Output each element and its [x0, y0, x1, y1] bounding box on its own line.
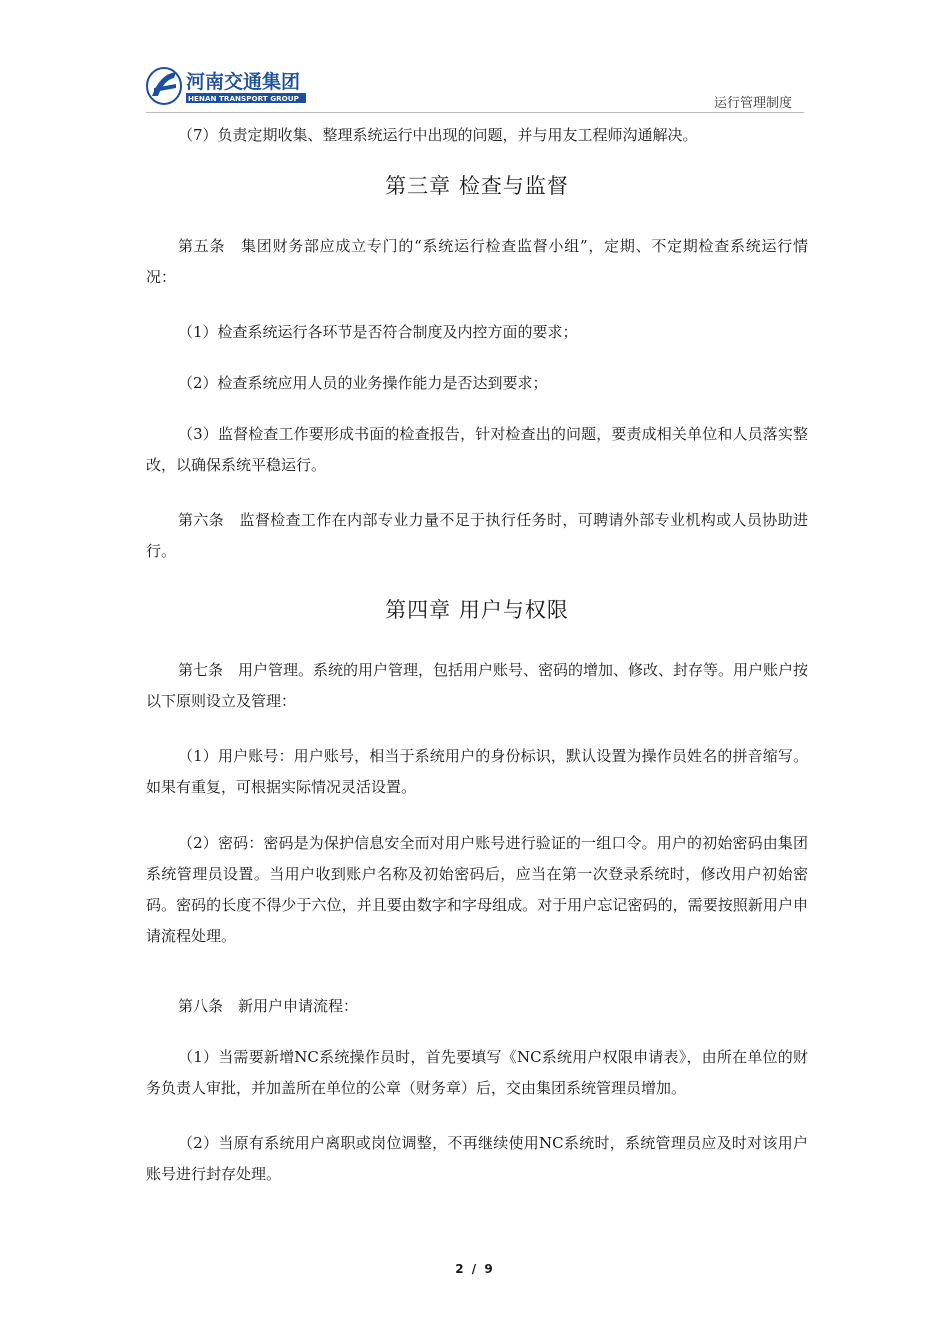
article-6: 第六条 监督检查工作在内部专业力量不足于执行任务时，可聘请外部专业机构或人员协助进行。 — [146, 511, 808, 560]
document-title: 运行管理制度 — [713, 96, 792, 111]
paragraph: （7）负责定期收集、整理系统运行中出现的问题，并与用友工程师沟通解决。 — [178, 126, 698, 144]
article-5-item-1: （1）检查系统运行各环节是否符合制度及内控方面的要求； — [178, 323, 578, 341]
article-7: 第七条 用户管理。系统的用户管理，包括用户账号、密码的增加、修改、封存等。用户账户按以下原则设立及管理： — [146, 661, 809, 710]
article-5: 第五条 集团财务部应成立专门的“系统运行检查监督小组”，定期、不定期检查系统运行情况： — [146, 237, 808, 286]
article-7-item-1: （1）用户账号：用户账号，相当于系统用户的身份标识，默认设置为操作员姓名的拼音缩写。如果有重复，可根据实际情况灵活设置。 — [146, 747, 808, 796]
article-5-item-3: （3）监督检查工作要形成书面的检查报告，针对检查出的问题，要责成相关单位和人员落实整改，以确保系统平稳运行。 — [146, 425, 808, 474]
logo-text-cn: 河南交通集团 — [186, 71, 301, 93]
article-7-item-2: （2）密码：密码是为保护信息安全而对用户账号进行验证的一组口令。用户的初始密码由集团系统管理员设置。当用户收到账户名称及初始密码后，应当在第一次登录系统时，修改用户初始密码。密码的长度不得少于六位，并且要由数字和字母组成。对于用户忘记密码的，需要按照新用户申请流程处理。 — [146, 834, 808, 945]
logo-text-en: HENAN TRANSPORT GROUP — [188, 94, 299, 103]
chapter-heading: 第四章 用户与权限 — [385, 598, 569, 622]
article-8-item-1: （1）当需要新增NC系统操作员时，首先要填写《NC系统用户权限申请表》，由所在单位的财务负责人审批，并加盖所在单位的公章（财务章）后，交由集团系统管理员增加。 — [146, 1048, 808, 1097]
header-divider — [146, 112, 804, 113]
article-8: 第八条 新用户申请流程： — [178, 997, 359, 1015]
chapter-heading: 第三章 检查与监督 — [385, 174, 569, 198]
article-8-item-2: （2）当原有系统用户离职或岗位调整，不再继续使用NC系统时，系统管理员应及时对该用户账号进行封存处理。 — [146, 1134, 808, 1183]
page-number: 2 / 9 — [455, 1262, 495, 1276]
article-5-item-2: （2）检查系统应用人员的业务操作能力是否达到要求； — [178, 374, 548, 392]
company-logo — [146, 66, 308, 106]
